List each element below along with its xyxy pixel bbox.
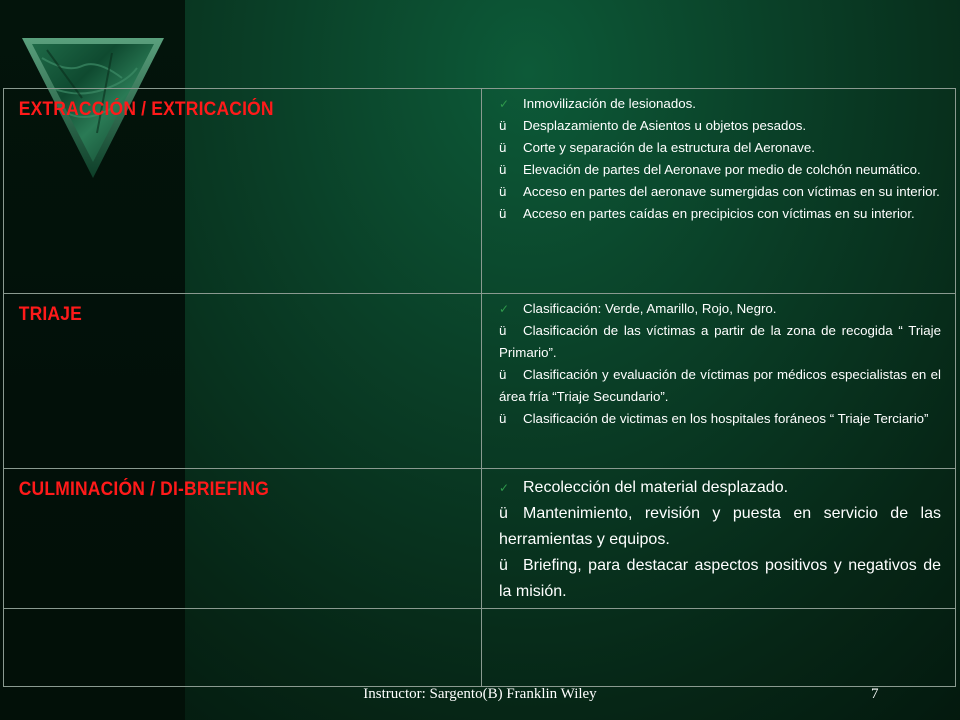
- bullet-icon: ü: [499, 505, 508, 522]
- list-item: [499, 159, 941, 181]
- category-cell: [4, 469, 482, 609]
- bullet-icon: ü: [499, 411, 507, 426]
- list-item: [499, 320, 941, 364]
- category-title: CULMINACIÓN / DI-BRIEFING: [18, 479, 270, 500]
- item-text: Desplazamiento de Asientos u objetos pesados.: [523, 118, 807, 133]
- list-item: [499, 203, 941, 225]
- bullet-icon: ü: [499, 557, 508, 574]
- table-row: [4, 469, 956, 609]
- procedure-table: [3, 88, 956, 687]
- checkmark-icon: ✓: [499, 481, 510, 495]
- bullet-icon: ü: [499, 323, 507, 338]
- list-item: [499, 93, 941, 115]
- empty-cell: [4, 609, 482, 687]
- list-item: [499, 115, 941, 137]
- list-item: [499, 501, 941, 553]
- bullet-icon: ü: [499, 367, 507, 382]
- list-item: [499, 137, 941, 159]
- bullet-icon: ü: [499, 140, 507, 155]
- item-text: Acceso en partes caídas en precipicios con víctimas en su interior.: [523, 206, 915, 221]
- instructor-credit: Instructor: Sargento(B) Franklin Wiley: [363, 686, 597, 702]
- category-title: TRIAJE: [18, 304, 82, 325]
- table-row: [4, 89, 956, 294]
- item-text: Clasificación: Verde, Amarillo, Rojo, Negro.: [523, 301, 777, 316]
- items-cell: [482, 469, 956, 609]
- category-cell: [4, 89, 482, 294]
- list-item: [499, 364, 941, 408]
- page-number: 7: [871, 686, 879, 702]
- item-text: Clasificación de las víctimas a partir de la zona de recogida “ Triaje Primario”.: [499, 323, 941, 360]
- table-row: [4, 294, 956, 469]
- list-item: [499, 298, 941, 320]
- items-cell: [482, 294, 956, 469]
- bullet-icon: ü: [499, 162, 507, 177]
- bullet-icon: ü: [499, 206, 507, 221]
- item-text: Elevación de partes del Aeronave por medio de colchón neumático.: [523, 162, 921, 177]
- item-text: Corte y separación de la estructura del Aeronave.: [523, 140, 815, 155]
- bullet-icon: ü: [499, 118, 507, 133]
- item-text: Clasificación de victimas en los hospitales foráneos “ Triaje Terciario”: [523, 411, 929, 426]
- category-title: EXTRACCIÓN / EXTRICACIÓN: [18, 99, 274, 120]
- list-item: [499, 408, 941, 430]
- item-text: Inmovilización de lesionados.: [523, 96, 696, 111]
- category-cell: [4, 294, 482, 469]
- list-item: [499, 181, 941, 203]
- bullet-icon: ü: [499, 184, 507, 199]
- table-row: [4, 609, 956, 687]
- item-text: Briefing, para destacar aspectos positivos y negativos de la misión.: [499, 557, 941, 600]
- slide-footer: [0, 686, 960, 703]
- item-text: Recolección del material desplazado.: [523, 479, 789, 496]
- checkmark-icon: ✓: [499, 302, 510, 316]
- list-item: [499, 553, 941, 605]
- item-text: Acceso en partes del aeronave sumergidas con víctimas en su interior.: [523, 184, 940, 199]
- item-text: Clasificación y evaluación de víctimas por médicos especialistas en el área fría “Triaje Secundario”.: [499, 367, 941, 404]
- item-text: Mantenimiento, revisión y puesta en servicio de las herramientas y equipos.: [499, 505, 941, 548]
- empty-cell: [482, 609, 956, 687]
- list-item: [499, 475, 941, 501]
- items-cell: [482, 89, 956, 294]
- checkmark-icon: ✓: [499, 97, 510, 111]
